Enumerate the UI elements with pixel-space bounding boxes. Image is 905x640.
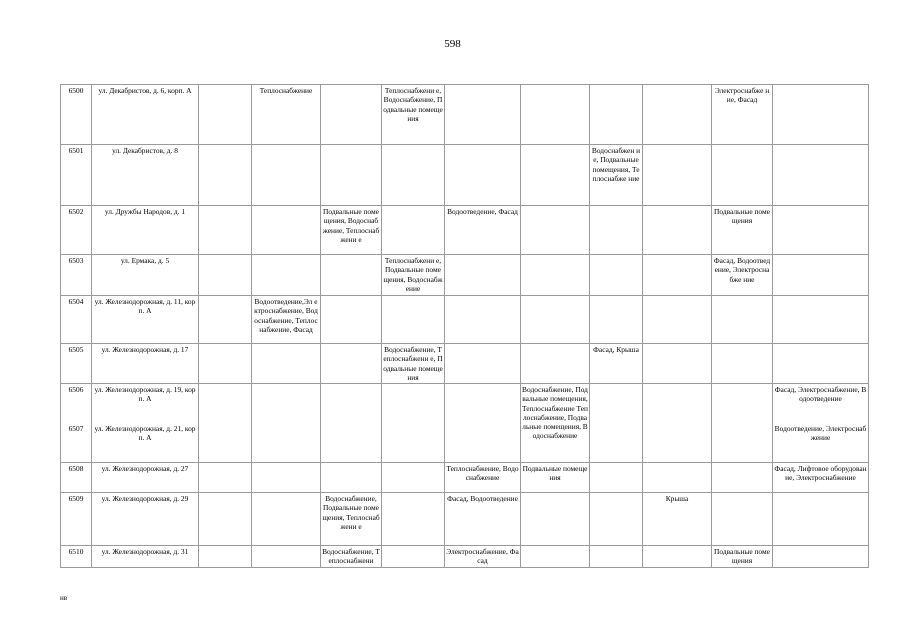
row-number: 6509 (61, 493, 92, 546)
cell (445, 296, 521, 344)
cell (773, 296, 869, 344)
address-cell: ул. Железнодорожная, д. 27 (92, 463, 199, 493)
table-row (61, 463, 869, 493)
table-row (61, 546, 869, 568)
cell (712, 296, 773, 344)
cell (199, 255, 252, 296)
cell (590, 463, 643, 493)
cell (445, 344, 521, 384)
cell (590, 296, 643, 344)
cell (712, 344, 773, 384)
cell (712, 384, 773, 463)
row-number: 6507 (68, 424, 84, 433)
cell (321, 85, 382, 145)
cell: Фасад, Водоотведение (445, 493, 521, 546)
cell (521, 255, 590, 296)
cell (521, 546, 590, 568)
row-number: 6508 (61, 463, 92, 493)
cell (521, 296, 590, 344)
cell (643, 463, 712, 493)
cell (445, 145, 521, 206)
cell (643, 145, 712, 206)
address-cell: ул. Железнодорожная, д. 21, корп. А (94, 424, 196, 443)
cell-pair (773, 384, 869, 463)
cell (643, 255, 712, 296)
table-row (61, 85, 869, 145)
cell (590, 85, 643, 145)
cell (773, 255, 869, 296)
row-number-pair (61, 384, 92, 463)
cell (252, 206, 321, 255)
row-number: 6510 (61, 546, 92, 568)
cell: Фасад, Крыша (590, 344, 643, 384)
cell (199, 206, 252, 255)
row-number: 6505 (61, 344, 92, 384)
cell (643, 344, 712, 384)
address-cell: ул. Декабристов, д. 6, корп. А (92, 85, 199, 145)
cell (321, 463, 382, 493)
row-number: 6503 (61, 255, 92, 296)
cell (643, 546, 712, 568)
cell: Электроснабже ние, Фасад (712, 85, 773, 145)
cell: Теплоснабжени е, Водоснабжение, Подвальные помещения (382, 85, 445, 145)
cell (252, 145, 321, 206)
cell (321, 344, 382, 384)
cell: Электроснабжение, Фасад (446, 547, 519, 566)
cell: Фасад, Электроснабжение, Водоотведение (774, 385, 867, 404)
address-cell: ул. Декабристов, д. 8 (92, 145, 199, 206)
table-row (61, 344, 869, 384)
cell: Подвальные помещения (712, 546, 773, 568)
address-cell: ул. Железнодорожная, д. 11, корп. А (92, 296, 199, 344)
address-cell: ул. Дружбы Народов, д. 1 (92, 206, 199, 255)
address-cell: ул. Железнодорожная, д. 17 (92, 344, 199, 384)
repair-schedule-table (60, 84, 869, 568)
cell: Подвальные помещения (712, 206, 773, 255)
address-cell: ул. Железнодорожная, д. 19, корп. А (94, 385, 196, 404)
address-cell: ул. Ермака, д. 5 (92, 255, 199, 296)
cell: Водоотведение, Электроснабжение (774, 424, 867, 443)
cell (590, 493, 643, 546)
cell (321, 296, 382, 344)
cell (382, 384, 445, 463)
cell (199, 145, 252, 206)
cell (199, 546, 252, 568)
cell (252, 255, 321, 296)
cell: Водоотведение,Эл ектроснабжение, Водоснабжение, Теплоснабжение, Фасад (252, 296, 321, 344)
cell (643, 206, 712, 255)
cell (773, 344, 869, 384)
cell: Фасад, Лифтовое оборудование, Электроснабжение (773, 463, 869, 493)
cell (199, 493, 252, 546)
cell (643, 384, 712, 463)
cell: Фасад, Водоотведение, Электроснабже ние (712, 255, 773, 296)
cell (773, 493, 869, 546)
cell: Теплоснабжение, Водоснабжение (445, 463, 521, 493)
cell (773, 85, 869, 145)
cell (445, 384, 521, 463)
table-row (61, 206, 869, 255)
row-number: 6506 (68, 385, 84, 394)
cell (521, 145, 590, 206)
cell: Водоснабжение, Подвальные помещения, Теплоснабжение Теплоснабжение, Подвальные помещения, Водоснабжение (521, 384, 590, 463)
cell (712, 463, 773, 493)
cell (382, 145, 445, 206)
address-pair (92, 384, 199, 463)
cell: Водоснабжение, Теплоснабжени (322, 547, 380, 566)
footer-mark: нв (60, 594, 68, 602)
cell (712, 145, 773, 206)
table-row (61, 296, 869, 344)
row-number: 6501 (61, 145, 92, 206)
cell (590, 384, 643, 463)
cell (321, 255, 382, 296)
row-number: 6504 (61, 296, 92, 344)
row-number: 6502 (61, 206, 92, 255)
cell (773, 546, 869, 568)
cell: Водоснабжение, Теплоснабжени е, Подвальные помещения (383, 345, 443, 382)
table-row (61, 255, 869, 296)
cell: Теплоснабжени е, Подвальные помещения, Водоснабжение (382, 255, 445, 296)
page-number: 598 (444, 38, 461, 50)
cell (643, 296, 712, 344)
cell (252, 384, 321, 463)
cell (321, 145, 382, 206)
cell (445, 255, 521, 296)
cell (252, 546, 321, 568)
cell (252, 493, 321, 546)
cell (382, 546, 445, 568)
cell (382, 493, 445, 546)
cell (199, 85, 252, 145)
cell (199, 344, 252, 384)
cell (321, 384, 382, 463)
cell (590, 255, 643, 296)
row-number: 6500 (61, 85, 92, 145)
cell (643, 85, 712, 145)
cell (382, 206, 445, 255)
cell: Теплоснабжение (252, 85, 321, 145)
cell: Крыша (643, 493, 712, 546)
cell (590, 206, 643, 255)
cell (773, 206, 869, 255)
cell: Водоснабжен ие, Подвальные помещения, Теплоснабже ние (590, 145, 643, 206)
address-cell: ул. Железнодорожная, д. 29 (92, 493, 199, 546)
cell: Подвальные помещения (521, 463, 590, 493)
cell (712, 493, 773, 546)
cell (521, 206, 590, 255)
address-cell: ул. Железнодорожная, д. 31 (92, 546, 199, 568)
cell (199, 296, 252, 344)
cell: Подвальные помещения, Водоснабжение, Теплоснабжени е (321, 206, 382, 255)
cell (252, 344, 321, 384)
cell (199, 384, 252, 463)
table-row (61, 145, 869, 206)
cell (590, 546, 643, 568)
cell (521, 344, 590, 384)
table-row (61, 384, 869, 463)
cell (521, 85, 590, 145)
cell: Водоотведение, Фасад (445, 206, 521, 255)
cell (252, 463, 321, 493)
cell (521, 493, 590, 546)
cell: Водоснабжение, Подвальные помещения, Теплоснабжени е (321, 493, 382, 546)
cell (773, 145, 869, 206)
cell (382, 296, 445, 344)
cell (382, 463, 445, 493)
table-row (61, 493, 869, 546)
cell (199, 463, 252, 493)
cell (445, 85, 521, 145)
